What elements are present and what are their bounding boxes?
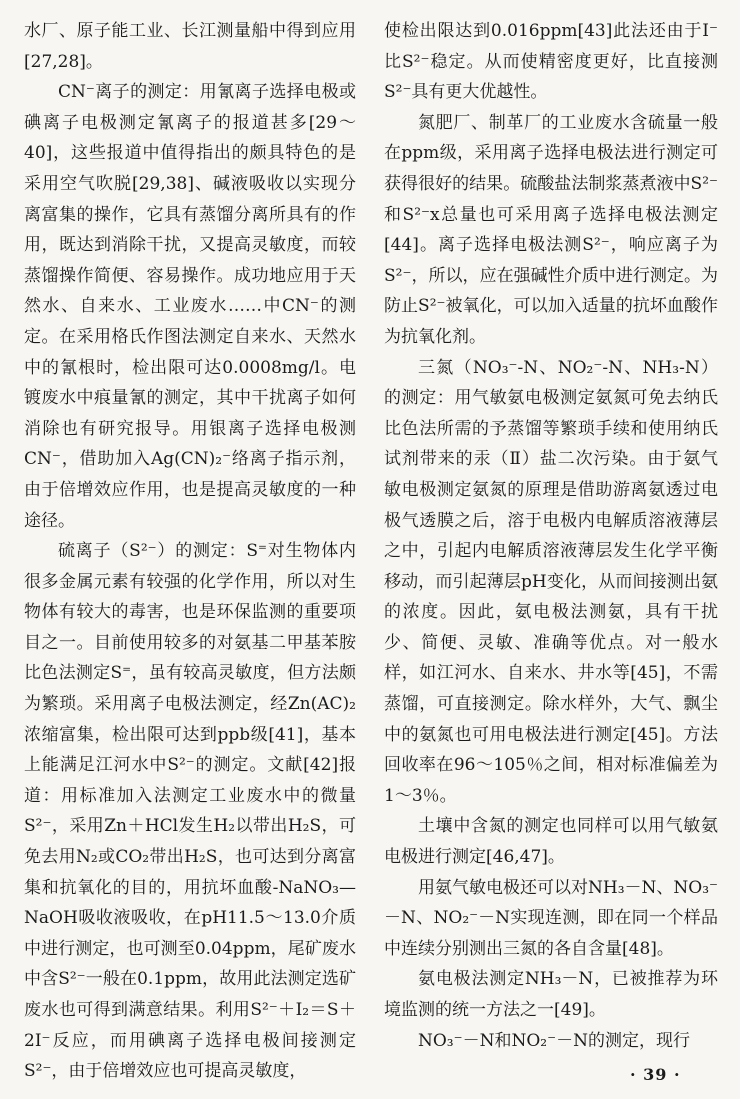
paragraph-continuous: 用氨气敏电极还可以对NH₃－N、NO₃⁻－N、NO₂⁻－N实现连测，即在同一个样品中连续分别测出三氮的各自含量[48]。	[384, 877, 718, 959]
paragraph: 水厂、原子能工业、长江测量船中得到应用[27,28]。	[24, 21, 356, 72]
right-column	[384, 16, 718, 1056]
paragraph: 使检出限达到0.016ppm[43]此法还由于I⁻比S²⁻稳定。从而使精密度更好，比直接测S²⁻具有更大优越性。	[384, 21, 718, 103]
paragraph-nitrate-nitrite: NO₃⁻－N和NO₂⁻－N的测定，现行	[418, 1030, 690, 1051]
paragraph-cyanide: CN⁻离子的测定：用氰离子选择电极或碘离子电极测定氰离子的报道甚多[29～40]，这些报道中值得指出的颇具特色的是采用空气吹脱[29,38]、碱液吸收以实现分离富集的操作，它具有蒸馏分离所具有的作用，既达到消除干扰，又提高灵敏度，而较蒸馏操作简便、容易操作。成功地应用于天然水、自来水、工业废水……中CN⁻的测定。在采用格氏作图法测定自来水、天然水中的氰根时，检出限可达0.0008mg/l。电镀废水中痕量氰的测定，其中干扰离子如何消除也有研究报导。用银离子选择电极测CN⁻，借助加入Ag(CN)₂⁻络离子指示剂，由于倍增效应作用，也是提高灵敏度的一种途径。	[24, 82, 356, 531]
paragraph-sulfide: 硫离子（S²⁻）的测定：S⁼对生物体内很多金属元素有较强的化学作用，所以对生物体有较大的毒害，也是环保监测的重要项目之一。目前使用较多的对氨基二甲基苯胺比色法测定S⁼，虽有较高灵敏度，但方法颇为繁琐。采用离子电极法测定，经Zn(AC)₂浓缩富集，检出限可达到ppb级[41]，基本上能满足江河水中S²⁻的测定。文献[42]报道：用标准加入法测定工业废水中的微量S²⁻，采用Zn＋HCl发生H₂以带出H₂S，可免去用N₂或CO₂带出H₂S，也可达到分离富集和抗氧化的目的，用抗坏血酸-NaNO₃—NaOH吸收液吸收，在pH11.5～13.0介质中进行测定，也可测至0.04ppm，尾矿废水中含S²⁻一般在0.1ppm，故用此法测定选矿废水也可得到满意结果。利用S²⁻＋I₂＝S＋2I⁻反应，而用碘离子选择电极间接测定S²⁻，由于倍增效应也可提高灵敏度，	[24, 541, 356, 1082]
paragraph-soil: 土壤中含氮的测定也同样可以用气敏氨电极进行测定[46,47]。	[384, 816, 718, 868]
paragraph-standard-method: 氨电极法测定NH₃－N，已被推荐为环境监测的统一方法之一[49]。	[384, 969, 718, 1020]
paragraph-three-nitrogen: 三氮（NO₃⁻-N、NO₂⁻-N、NH₃-N）的测定：用气敏氨电极测定氨氮可免去纳氏比色法所需的予蒸馏等繁琐手续和使用纳氏试剂带来的汞（Ⅱ）盐二次污染。由于氨气敏电极测定氨氮的原理是借助游离氨透过电极气透膜之后，溶于电极内电解质溶液薄层之中，引起内电解质溶液薄层发生化学平衡移动，而引起薄层pH变化，从而间接测出氨的浓度。因此，氨电极法测氨，具有干扰少、简便、灵敏、准确等优点。对一般水样，如江河水、自来水、井水等[45]，不需蒸馏，可直接测定。除水样外，大气、飘尘中的氨氮也可用电极法进行测定[45]。方法回收率在96～105％之间，相对标准偏差为1～3％。	[384, 357, 718, 806]
paragraph-industrial-waste: 氮肥厂、制革厂的工业废水含硫量一般在ppm级，采用离子选择电极法进行测定可获得很好的结果。硫酸盐法制浆蒸煮液中S²⁻和S²⁻x总量也可采用离子选择电极法测定[44]。离子选择电极法测S²⁻，响应离子为S²⁻，所以，应在强碱性介质中进行测定。为防止S²⁻被氧化，可以加入适量的抗坏血酸作为抗氧化剂。	[384, 112, 718, 347]
page-number: · 39 ·	[630, 1065, 681, 1084]
left-column	[24, 16, 356, 1087]
